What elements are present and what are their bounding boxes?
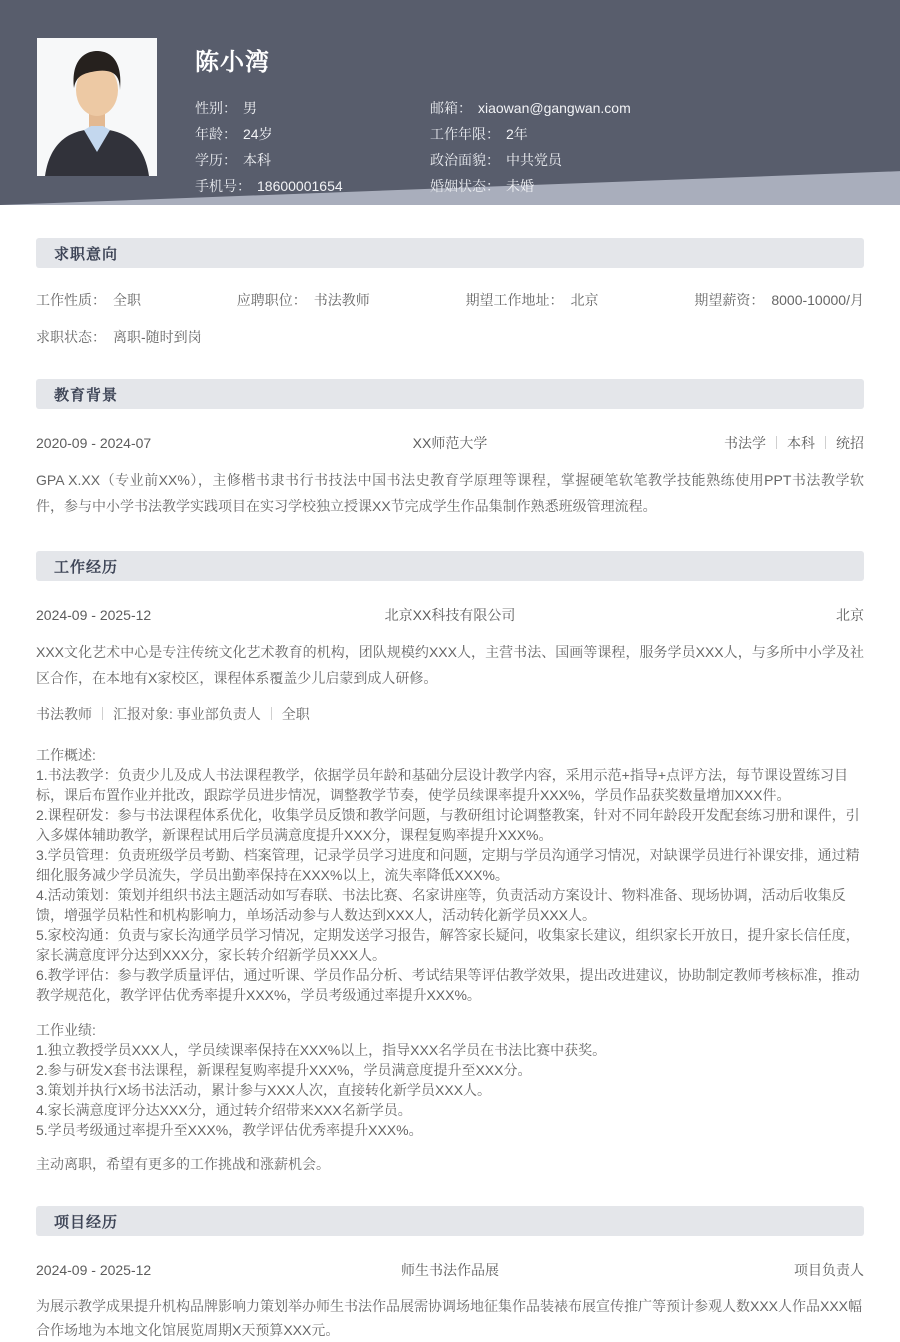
overview-label: 工作概述: [36, 747, 96, 763]
section-title: 工作经历 [54, 558, 119, 576]
field-label: 应聘职位： [236, 292, 307, 308]
section-title: 项目经历 [54, 1213, 119, 1231]
project-period: 2024-09 - 2025-12 [36, 1262, 152, 1278]
field-label: 手机号： [195, 178, 251, 194]
field-value: 全职 [113, 292, 141, 308]
field-label: 工作性质： [36, 292, 106, 308]
info-age [195, 121, 430, 147]
company-name: 北京XX科技有限公司 [384, 607, 516, 623]
job-intention-row-1 [36, 290, 864, 310]
achievement-item: 2.参与研发X套书法课程，新课程复购率提升XXX%，学员满意度提升至XXX分。 [36, 1062, 532, 1078]
candidate-name: 陈小湾 [195, 49, 270, 76]
field-value: 本科 [243, 152, 271, 168]
education-period: 2020-09 - 2024-07 [36, 435, 152, 451]
field-value: 中共党员 [506, 152, 562, 168]
resume-header [0, 0, 900, 205]
field-label: 年龄： [195, 126, 237, 142]
work-location: 北京 [836, 607, 864, 623]
achievement-item: 1.独立教授学员XXX人，学员续课率保持在XXX%以上，指导XXX名学员在书法比赛中获奖。 [36, 1042, 607, 1058]
field-label: 政治面貌： [430, 152, 500, 168]
report-to: 汇报对象: 事业部负责人 [113, 706, 261, 722]
field-label: 学历： [195, 152, 237, 168]
field-value: 8000-10000/月 [771, 292, 864, 308]
project-role: 项目负责人 [794, 1262, 864, 1278]
section-title: 教育背景 [54, 386, 119, 404]
achievements-label: 工作业绩: [36, 1022, 96, 1038]
job-type: 全职 [281, 706, 310, 722]
field-label: 期望工作地址： [465, 292, 564, 308]
separator [776, 436, 777, 449]
duty-item: 3.学员管理：负责班级学员考勤、档案管理，记录学员学习进度和问题，定期与学员沟通学习情况，对缺课学员进行补课安排，通过精细化服务减少学员流失，学员出勤率保持在XXX%以上，流失率降低XXX%。 [36, 847, 860, 883]
field-label: 工作年限： [430, 126, 500, 142]
achievement-item: 4.家长满意度评分达XXX分，通过转介绍带来XXX名新学员。 [36, 1102, 412, 1118]
info-phone [195, 173, 430, 199]
position-line [36, 704, 864, 724]
field-label: 求职状态： [36, 329, 106, 345]
achievement-item: 5.学员考级通过率提升至XXX%，教学评估优秀率提升XXX%。 [36, 1122, 423, 1138]
major: 书法学 [724, 435, 766, 451]
field-label: 性别： [195, 100, 237, 116]
work-overview [36, 745, 864, 1005]
field-value: 2年 [506, 126, 528, 142]
separator [825, 436, 826, 449]
info-gender [195, 95, 430, 121]
field-value: 离职-随时到岗 [113, 329, 202, 345]
project-description: 为展示教学成果提升机构品牌影响力策划举办师生书法作品展需协调场地征集作品装裱布展宣传推广等预计参观人数XXX人作品XXX幅合作场地为本地文化馆展览周期X天预算XXX元。 [36, 1298, 863, 1338]
field-value: 未婚 [506, 178, 534, 194]
separator [271, 707, 272, 720]
position-title: 书法教师 [36, 706, 92, 722]
info-marital-status [430, 173, 860, 199]
duty-item: 2.课程研发：参与书法课程体系优化，收集学员反馈和教学问题，与教研组讨论调整教案，针对不同年龄段开发配套练习册和课件，引入多媒体辅助教学，新课程试用后学员满意度提升XXX分，课程复购率提升XXX%。 [36, 807, 860, 843]
info-political-status [430, 147, 860, 173]
work-experience-row [36, 605, 864, 625]
section-header-project-experience [36, 1206, 864, 1236]
field-label: 婚姻状态： [430, 178, 500, 194]
job-nature [36, 290, 141, 310]
duty-item: 1.书法教学：负责少儿及成人书法课程教学，依据学员年龄和基础分层设计教学内容，采用示范+指导+点评方法，每节课设置练习目标，课后布置作业并批改，跟踪学员进步情况，调整教学节奏，使学员续课率提升XXX%，学员作品获奖数量增加XXX件。 [36, 767, 849, 803]
job-intention-row-2 [36, 327, 864, 347]
info-education [195, 147, 430, 173]
field-value: xiaowan@gangwan.com [478, 100, 631, 116]
section-title: 求职意向 [54, 245, 119, 263]
field-value: 书法教师 [313, 292, 370, 308]
achievement-item: 3.策划并执行X场书法活动，累计参与XXX人次，直接转化新学员XXX人。 [36, 1082, 492, 1098]
project-name: 师生书法作品展 [401, 1262, 499, 1278]
personal-info [195, 95, 860, 199]
duty-item: 4.活动策划：策划并组织书法主题活动如写春联、书法比赛、名家讲座等，负责活动方案设计、物料准备、现场协调，活动后收集反馈，增强学员粘性和机构影响力，单场活动参与人数达到XXX人，活动转化新学员XXX人。 [36, 887, 846, 923]
expected-salary [694, 290, 864, 310]
education-row [36, 433, 864, 453]
field-label: 邮箱： [430, 100, 472, 116]
person-portrait-icon [37, 38, 157, 176]
company-intro: XXX文化艺术中心是专注传统文化艺术教育的机构，团队规模约XXX人，主营书法、国画等课程，服务学员XXX人，与多所中小学及社区合作，在本地有X家校区，课程体系覆盖少儿启蒙到成人研修。 [36, 644, 864, 686]
field-value: 18600001654 [257, 178, 343, 194]
duty-item: 6.教学评估：参与教学质量评估，通过听课、学员作品分析、考试结果等评估教学效果，提出改进建议，协助制定教师考核标准，推动教学规范化，教学评估优秀率提升XXX%，学员考级通过率提升XXX%。 [36, 967, 860, 1003]
duty-item: 5.家校沟通：负责与家长沟通学员学习情况，定期发送学习报告，解答家长疑问，收集家长建议，组织家长开放日，提升家长信任度，家长满意度评分达到XXX分，家长转介绍新学员XXX人。 [36, 927, 860, 963]
info-email [430, 95, 860, 121]
section-header-work-experience [36, 551, 864, 581]
project-row [36, 1260, 864, 1280]
work-period: 2024-09 - 2025-12 [36, 607, 152, 623]
enroll-type: 统招 [836, 435, 864, 451]
job-seeking-status [36, 329, 202, 345]
section-header-education [36, 379, 864, 409]
school-name: XX师范大学 [412, 435, 488, 451]
leave-reason: 主动离职，希望有更多的工作挑战和涨薪机会。 [36, 1156, 330, 1172]
info-work-years [430, 121, 860, 147]
separator [102, 707, 103, 720]
section-header-job-intention [36, 238, 864, 268]
degree: 本科 [787, 435, 815, 451]
education-meta [634, 433, 864, 453]
expected-location [466, 290, 599, 310]
work-achievements [36, 1020, 864, 1140]
field-value: 24岁 [243, 126, 273, 142]
education-description: GPA X.XX（专业前XX%），主修楷书隶书行书技法中国书法史教育学原理等课程，掌握硬笔软笔教学技能熟练使用PPT书法教学软件，参与中小学书法教学实践项目在实习学校独立授课XX节完成学生作品集制作熟悉班级管理流程。 [36, 472, 864, 514]
field-value: 北京 [570, 292, 599, 308]
field-value: 男 [243, 100, 257, 116]
field-label: 期望薪资： [694, 292, 765, 308]
profile-photo [37, 38, 157, 176]
target-position [237, 290, 370, 310]
